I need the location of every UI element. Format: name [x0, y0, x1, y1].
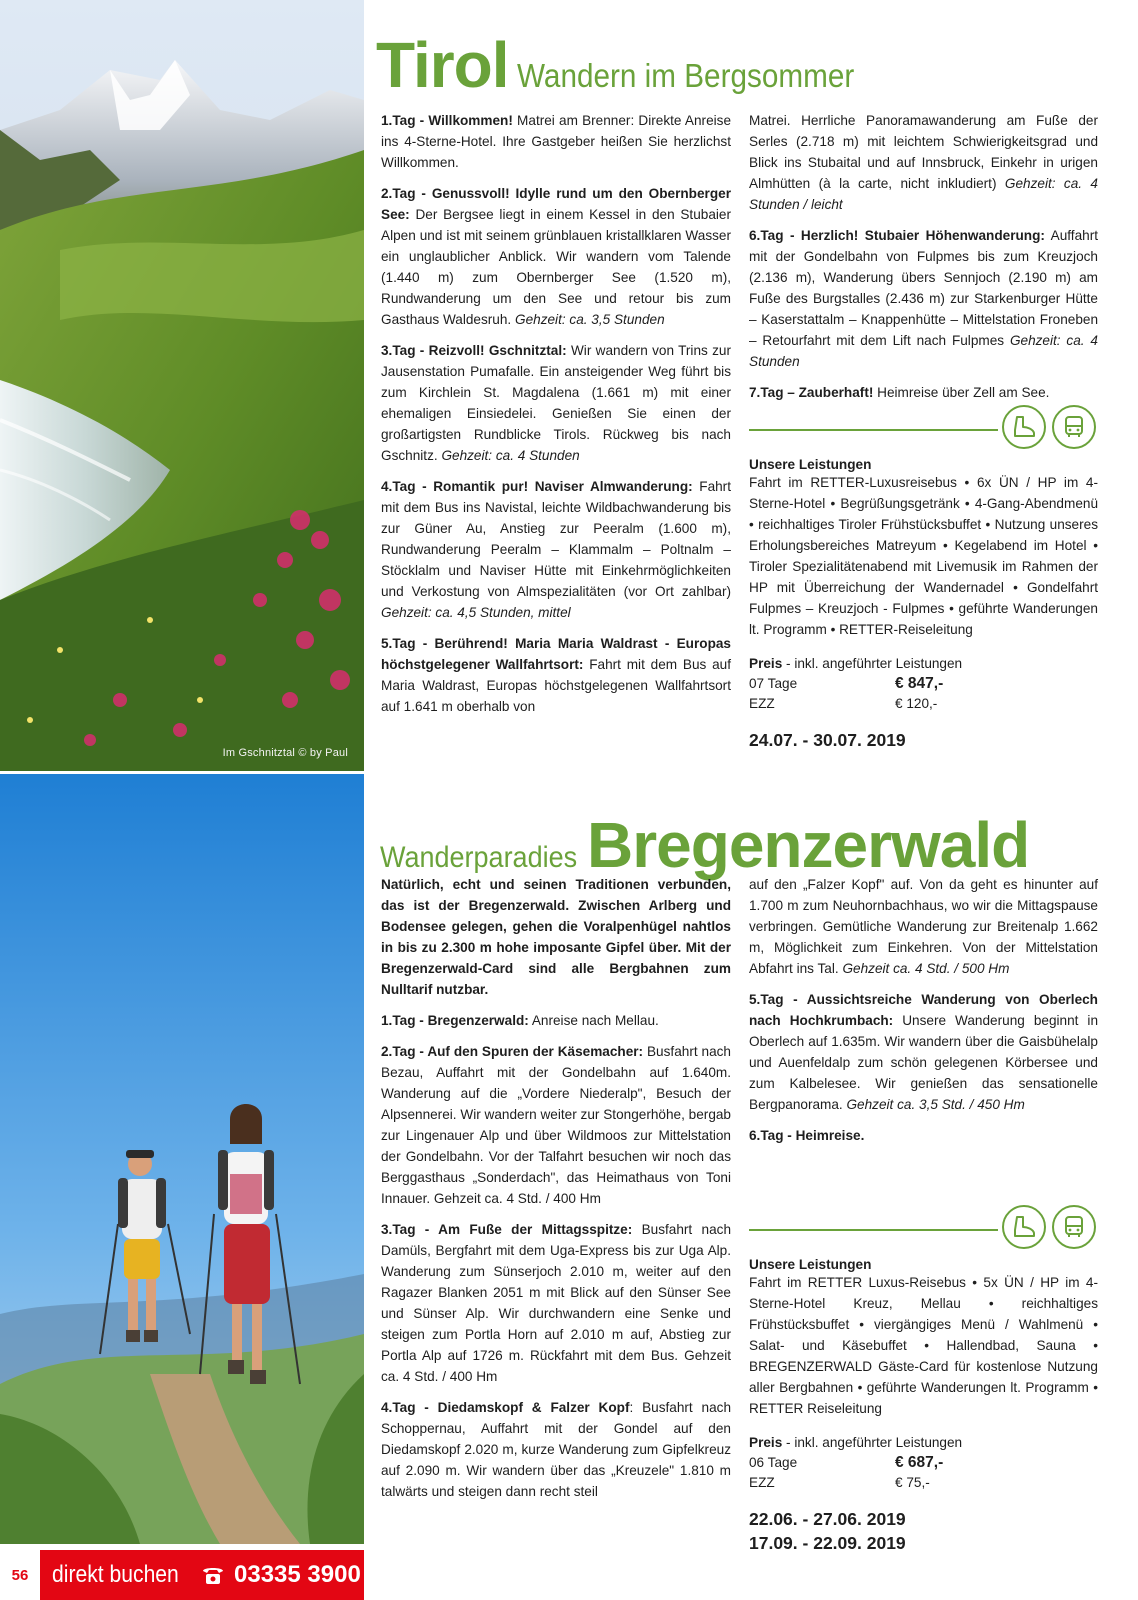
day-label: 1.Tag - Willkommen! [381, 113, 513, 128]
day-text: : Busfahrt nach Schoppernau, Auffahrt mit der Gondel auf den Diedamskopf 2.020 m, kurze Wanderung zum Gipfelkreuz auf 2.090 m. Wir wandern über das „Kreuzele" 1.810 m talwärts und steigen dann recht steil [381, 1400, 731, 1499]
day-paragraph [749, 225, 1098, 372]
price-label: Preis [749, 656, 783, 671]
day-text: Anreise nach Mellau. [528, 1013, 659, 1028]
services-divider [749, 405, 1098, 451]
walk-time: Gehzeit: ca. 4 Stunden [441, 448, 580, 463]
day-paragraph [381, 1219, 731, 1387]
bregenzerwald-subtitle: Wanderparadies [380, 841, 578, 874]
day-paragraph [749, 110, 1098, 215]
day-paragraph [381, 110, 731, 173]
day-paragraph [749, 874, 1098, 979]
phone-number: 03335 3900 [234, 1561, 361, 1588]
day-label: 5.Tag - Aussichtsreiche Wanderung von Oberlech nach Hochkrumbach: [749, 992, 1098, 1028]
day-paragraph [381, 1041, 731, 1209]
travel-dates [749, 728, 1098, 752]
mountain-meadow-image [0, 0, 364, 771]
hikers-image [0, 774, 364, 1544]
price-row-label: EZZ [749, 1475, 775, 1490]
price-row [749, 694, 1098, 714]
price-row-value: € 75,- [895, 1475, 930, 1490]
walk-time: Gehzeit ca. 4 Std. / 500 Hm [842, 961, 1010, 976]
day-text: Busfahrt nach Damüls, Bergfahrt mit dem Uga-Express bis zur Uga Alp. Wanderung zum Sünserjoch 2.010 m, weiter auf den Ragazer Blanken 2051 m mit Blick auf den Sünser See und Sünser Alp. Wir durchwandern eine Senke und steigen zum Portla Horn auf 2.010 m auf, Abstieg zur Portla Alp auf 1726 m. Rückfahrt mit dem Bus. Gehzeit ca. 4 Std. / 400 Hm [381, 1222, 732, 1384]
services-title: Unsere Leistungen [749, 457, 872, 472]
services-divider [749, 1205, 1098, 1251]
day-label: 2.Tag - Genussvoll! Idylle rund um den Obernberger See: [381, 186, 731, 222]
booking-cta[interactable]: direkt buchen [52, 1561, 179, 1588]
travel-date: 17.09. - 22.09. 2019 [749, 1533, 906, 1553]
day-paragraph [381, 183, 731, 330]
day-text: Matrei am Brenner: Direkte Anreise ins 4-Sterne-Hotel. Ihre Gastgeber heißen Sie herzlichst Willkommen. [381, 113, 732, 170]
bregenzerwald-title: Bregenzerwald [587, 809, 1030, 881]
day-text: auf den „Falzer Kopf" auf. Von da geht es hinunter auf 1.700 m zum Neuhornbachhaus, wo wir die Mittagspause verbringen. Gemütliche Wanderung zur Breitenalp 1.662 m, Möglichkeit zum Einkehren. Von der Mittelstation Abfahrt ins Tal. [749, 877, 1098, 976]
travel-date: 24.07. - 30.07. 2019 [749, 730, 906, 750]
price-row-label: 07 Tage [749, 676, 798, 691]
hiking-boot-icon [1002, 405, 1046, 449]
day-paragraph [381, 340, 731, 466]
bregenzerwald-photo [0, 774, 364, 1544]
day-paragraph [381, 633, 731, 717]
price-row-label: 06 Tage [749, 1455, 798, 1470]
hiking-boot-icon [1002, 1205, 1046, 1249]
price-heading [749, 1433, 1098, 1453]
booking-footer [0, 1550, 364, 1600]
bregenzerwald-heading [380, 808, 1029, 882]
day-label: 5.Tag - Berührend! Maria Maria Waldrast - Europas höchstgelegener Wallfahrtsort: [381, 636, 731, 672]
day-paragraph [749, 989, 1098, 1115]
day-text: Heimreise über Zell am See. [873, 385, 1050, 400]
day-text: Fahrt mit dem Bus ins Navistal, leichte Wildbachwanderung bis zur Güner Au, Anstieg zur Peeralm (1.600 m), Rundwanderung Peeralm – Klammalm – Poltnalm – Stöcklalm und Naviser Hütte mit Einkehrmöglichkeiten und Verkostung von Almspezialitäten (vor Ort zahlbar) [381, 479, 731, 599]
tirol-subtitle: Wandern im Bergsommer [516, 57, 854, 94]
price-row-value: € 847,- [895, 675, 944, 692]
phone-contact[interactable] [200, 1561, 361, 1589]
services-title: Unsere Leistungen [749, 1257, 872, 1272]
day-paragraph [381, 476, 731, 623]
services-text: Fahrt im RETTER Luxus-Reisebus • 5x ÜN / HP im 4-Sterne-Hotel Kreuz, Mellau • reichhaltiges Frühstücksbuffet • viergängiges Menü / Wahlmenü • Salat- und Käsebuffet • Hallendbad, Sauna • BREGENZERWALD Gäste-Card für kostenlose Nutzung aller Bergbahnen • geführte Wanderungen lt. Programm • RETTER Reiseleitung [749, 1275, 1098, 1416]
price-block [749, 1433, 1098, 1493]
price-note: - inkl. angeführter Leistungen [782, 656, 963, 671]
day-label: 6.Tag - Herzlich! Stubaier Höhenwanderung: [749, 228, 1045, 243]
day-label: 4.Tag - Romantik pur! Naviser Almwanderung: [381, 479, 693, 494]
price-row [749, 1473, 1098, 1493]
day-label: 2.Tag - Auf den Spuren der Käsemacher: [381, 1044, 644, 1059]
price-row-value: € 120,- [895, 696, 938, 711]
day-label: 4.Tag - Diedamskopf & Falzer Kopf [381, 1400, 630, 1415]
day-paragraph [381, 1397, 731, 1502]
price-heading [749, 654, 1098, 674]
tirol-photo [0, 0, 364, 771]
day-text: Matrei. Herrliche Panoramawanderung am Fuße der Serles (2.718 m) mit leichtem Schwierigkeitsgrad und Blick ins Stubaital und auf Innsbruck, Einkehr in urigen Almhütten (à la carte, nicht inkludiert) [749, 113, 1098, 191]
day-label: 7.Tag – Zauberhaft! [749, 385, 874, 400]
tirol-itinerary-right [749, 110, 1098, 413]
day-text: Wir wandern von Trins zur Jausenstation Pumafalle. Ein ansteigender Weg führt bis zum Kirchlein St. Magdalena (1.661 m) mit einer ehemaligen Einsiedelei. Genießen Sie einen der großartigsten Rundblicke Tirols. Rückweg bis nach Gschnitz. [381, 343, 731, 463]
day-text: Unsere Wanderung beginnt in Oberlech auf 1.635m. Wir wandern über die Gaisbühelalp und Auenfeldalp zum schön gelegenen Körbersee und zum Kalbelesee. Wir genießen das sensationelle Bergpanorama. [749, 1013, 1098, 1112]
price-row [749, 1453, 1098, 1473]
walk-time: Gehzeit ca. 3,5 Std. / 450 Hm [846, 1097, 1025, 1112]
services-text: Fahrt im RETTER-Luxusreisebus • 6x ÜN / HP im 4-Sterne-Hotel • Begrüßungsgetränk • 4-Gang-Abendmenü • reichhaltiges Tiroler Frühstücksbuffet • Nutzung unseres Erholungsbereiches Matreyum • Kegelabend im Hotel • Tiroler Spezialitätenabend mit Livemusik im Rahmen der HP mit Überreichung der Wandernadel • Gondelfahrt Fulpmes – Kreuzjoch - Fulpmes • geführte Wanderungen lt. Programm • RETTER-Reiseleitung [749, 475, 1098, 637]
day-text: Busfahrt nach Bezau, Auffahrt mit der Gondelbahn auf 1.640m. Wanderung auf die „Vordere Niederalp", Besuch der Alpsennerei. Wir wandern weiter zur Stongerhöhe, bergab zur Lingenauer Alp und über Wildmoos zur Mittelstation der Gondelbahn. Vor der Talfahrt besuchen wir noch das Berggasthaus „Sonderdach", das Heimathaus von Toni Innauer. Gehzeit ca. 4 Std. / 400 Hm [381, 1044, 731, 1206]
travel-dates [749, 1507, 1098, 1555]
bus-icon [1052, 405, 1096, 449]
day-label: 3.Tag - Reizvoll! Gschnitztal: [381, 343, 567, 358]
tirol-itinerary-left [381, 110, 731, 727]
day-paragraph [749, 1125, 1098, 1146]
price-label: Preis [749, 1435, 783, 1450]
price-note: - inkl. angeführter Leistungen [782, 1435, 963, 1450]
day-text: Fahrt mit dem Bus auf Maria Waldrast, Europas höchstgelegenen Wallfahrtsort auf 1.641 m oberhalb von [381, 657, 731, 714]
price-row-value: € 687,- [895, 1454, 944, 1471]
price-row-label: EZZ [749, 696, 775, 711]
day-label: 3.Tag - Am Fuße der Mittagsspitze: [381, 1222, 633, 1237]
day-paragraph [381, 1010, 731, 1031]
travel-date: 22.06. - 27.06. 2019 [749, 1509, 906, 1529]
price-row [749, 674, 1098, 694]
bregenzerwald-services [749, 1205, 1098, 1555]
day-paragraph [749, 382, 1098, 403]
tirol-services [749, 405, 1098, 752]
day-label: 1.Tag - Bregenzerwald: [381, 1013, 529, 1028]
day-label: 6.Tag - Heimreise. [749, 1128, 865, 1143]
walk-time: Gehzeit: ca. 3,5 Stunden [515, 312, 665, 327]
day-text: Der Bergsee liegt in einem Kessel in den Stubaier Alpen und ist mit seinem grünblauen kristallklaren Wasser ein unglaublicher Anblick. Wir wandern vom Talende (1.440 m) zum Obernberger See (1.520 m), Rundwanderung um den See und retour bis zum Gasthaus Waldesruh. [381, 207, 731, 327]
bus-icon [1052, 1205, 1096, 1249]
phone-icon [200, 1564, 226, 1586]
day-text: Auffahrt mit der Gondelbahn von Fulpmes bis zum Kreuzjoch (2.136 m), Wanderung übers Sennjoch (2.190 m) am Fuße des Burgstalles (2.436 m) zur Starkenburger Hütte – Kaserstattalm – Knappenhütte – Mittelstation Froneben – Retourfahrt mit dem Lift nach Fulpmes [749, 228, 1098, 348]
bregenzerwald-itinerary-right [749, 874, 1098, 1156]
intro-text: Natürlich, echt und seinen Traditionen verbunden, das ist der Bregenzerwald. Zwischen Arlberg und Bodensee gelegen, gehen die Voralpenhügel nahtlos in bis zu 2.300 m hohe imposante Gipfel über. Mit der Bregenzerwald-Card sind alle Bergbahnen zum Nulltarif nutzbar. [381, 877, 731, 997]
photo-caption: Im Gschnitztal © by Paul [222, 747, 348, 759]
walk-time: Gehzeit: ca. 4 Stunden [749, 333, 1098, 369]
page-number: 56 [0, 1550, 40, 1600]
tirol-title: Tirol [376, 29, 509, 101]
bregenzerwald-itinerary-left [381, 874, 731, 1512]
walk-time: Gehzeit: ca. 4,5 Stunden, mittel [381, 605, 571, 620]
price-block [749, 654, 1098, 714]
walk-time: Gehzeit: ca. 4 Stunden / leicht [749, 176, 1098, 212]
tirol-heading [376, 28, 891, 102]
